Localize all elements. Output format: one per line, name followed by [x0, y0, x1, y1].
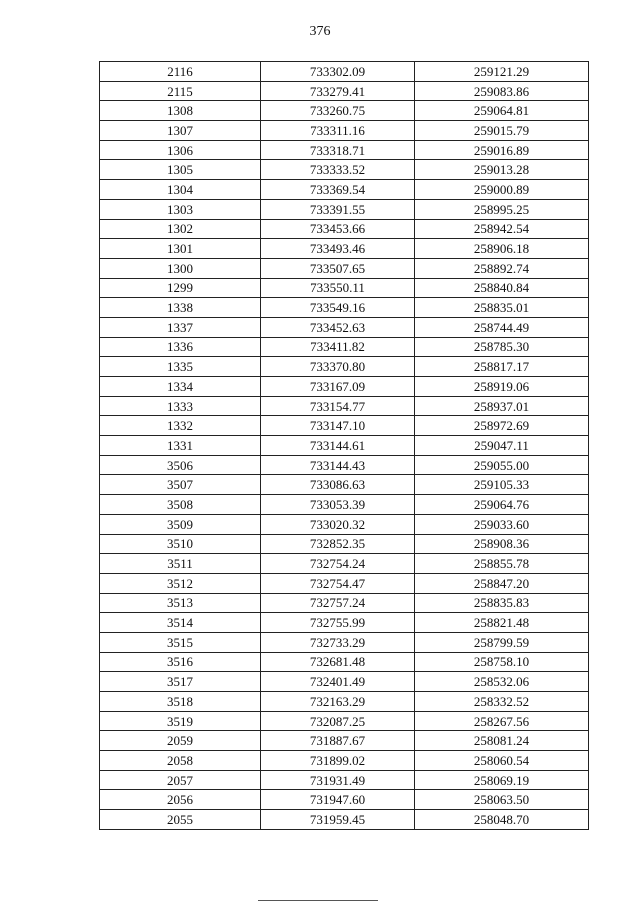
- x-coordinate-cell: 732401.49: [261, 672, 415, 692]
- y-coordinate-cell: 258048.70: [415, 810, 589, 830]
- x-coordinate-cell: 733452.63: [261, 317, 415, 337]
- x-coordinate-cell: 732852.35: [261, 534, 415, 554]
- table-row: [100, 770, 589, 790]
- x-coordinate-cell: 731899.02: [261, 751, 415, 771]
- x-coordinate-cell: 733318.71: [261, 140, 415, 160]
- x-coordinate-cell: 733453.66: [261, 219, 415, 239]
- y-coordinate-cell: 258855.78: [415, 554, 589, 574]
- x-coordinate-cell: 731887.67: [261, 731, 415, 751]
- y-coordinate-cell: 258835.01: [415, 298, 589, 318]
- point-id-cell: 1303: [100, 199, 261, 219]
- table-row: [100, 258, 589, 278]
- point-id-cell: 1302: [100, 219, 261, 239]
- y-coordinate-cell: 258060.54: [415, 751, 589, 771]
- y-coordinate-cell: 258821.48: [415, 613, 589, 633]
- x-coordinate-cell: 732755.99: [261, 613, 415, 633]
- y-coordinate-cell: 258267.56: [415, 711, 589, 731]
- table-row: [100, 62, 589, 82]
- table-row: [100, 140, 589, 160]
- y-coordinate-cell: 259013.28: [415, 160, 589, 180]
- y-coordinate-cell: 259064.76: [415, 495, 589, 515]
- x-coordinate-cell: 731931.49: [261, 770, 415, 790]
- table-row: [100, 573, 589, 593]
- x-coordinate-cell: 733333.52: [261, 160, 415, 180]
- table-row: [100, 278, 589, 298]
- y-coordinate-cell: 259033.60: [415, 514, 589, 534]
- point-id-cell: 3519: [100, 711, 261, 731]
- table-row: [100, 199, 589, 219]
- y-coordinate-cell: 258532.06: [415, 672, 589, 692]
- y-coordinate-cell: 258785.30: [415, 337, 589, 357]
- table-row: [100, 672, 589, 692]
- x-coordinate-cell: 733020.32: [261, 514, 415, 534]
- table-row: [100, 239, 589, 259]
- y-coordinate-cell: 258081.24: [415, 731, 589, 751]
- table-row: [100, 317, 589, 337]
- table-row: [100, 455, 589, 475]
- x-coordinate-cell: 732757.24: [261, 593, 415, 613]
- table-row: [100, 180, 589, 200]
- table-row: [100, 121, 589, 141]
- table-row: [100, 436, 589, 456]
- point-id-cell: 3511: [100, 554, 261, 574]
- table-row: [100, 160, 589, 180]
- x-coordinate-cell: 732754.47: [261, 573, 415, 593]
- point-id-cell: 1300: [100, 258, 261, 278]
- y-coordinate-cell: 258972.69: [415, 416, 589, 436]
- point-id-cell: 2058: [100, 751, 261, 771]
- y-coordinate-cell: 258840.84: [415, 278, 589, 298]
- x-coordinate-cell: 733144.61: [261, 436, 415, 456]
- y-coordinate-cell: 259047.11: [415, 436, 589, 456]
- x-coordinate-cell: 732754.24: [261, 554, 415, 574]
- y-coordinate-cell: 258908.36: [415, 534, 589, 554]
- table-row: [100, 810, 589, 830]
- table-row: [100, 81, 589, 101]
- y-coordinate-cell: 259083.86: [415, 81, 589, 101]
- table-row: [100, 357, 589, 377]
- x-coordinate-cell: 733493.46: [261, 239, 415, 259]
- y-coordinate-cell: 259055.00: [415, 455, 589, 475]
- point-id-cell: 1299: [100, 278, 261, 298]
- point-id-cell: 2055: [100, 810, 261, 830]
- y-coordinate-cell: 258758.10: [415, 652, 589, 672]
- table-row: [100, 652, 589, 672]
- x-coordinate-cell: 733550.11: [261, 278, 415, 298]
- table-row: [100, 396, 589, 416]
- point-id-cell: 3514: [100, 613, 261, 633]
- point-id-cell: 3510: [100, 534, 261, 554]
- point-id-cell: 1332: [100, 416, 261, 436]
- table-row: [100, 377, 589, 397]
- point-id-cell: 1301: [100, 239, 261, 259]
- y-coordinate-cell: 259064.81: [415, 101, 589, 121]
- x-coordinate-cell: 733144.43: [261, 455, 415, 475]
- y-coordinate-cell: 259000.89: [415, 180, 589, 200]
- table-row: [100, 790, 589, 810]
- coordinate-table: [99, 61, 589, 830]
- y-coordinate-cell: 258332.52: [415, 692, 589, 712]
- point-id-cell: 1308: [100, 101, 261, 121]
- coordinate-table-body: [100, 62, 589, 830]
- point-id-cell: 1331: [100, 436, 261, 456]
- y-coordinate-cell: 258995.25: [415, 199, 589, 219]
- y-coordinate-cell: 258937.01: [415, 396, 589, 416]
- y-coordinate-cell: 258942.54: [415, 219, 589, 239]
- point-id-cell: 2116: [100, 62, 261, 82]
- x-coordinate-cell: 733167.09: [261, 377, 415, 397]
- x-coordinate-cell: 732087.25: [261, 711, 415, 731]
- y-coordinate-cell: 258744.49: [415, 317, 589, 337]
- point-id-cell: 1305: [100, 160, 261, 180]
- table-row: [100, 613, 589, 633]
- table-row: [100, 298, 589, 318]
- point-id-cell: 2059: [100, 731, 261, 751]
- y-coordinate-cell: 258906.18: [415, 239, 589, 259]
- point-id-cell: 1337: [100, 317, 261, 337]
- point-id-cell: 2056: [100, 790, 261, 810]
- table-row: [100, 632, 589, 652]
- point-id-cell: 3512: [100, 573, 261, 593]
- table-row: [100, 101, 589, 121]
- table-row: [100, 711, 589, 731]
- y-coordinate-cell: 258835.83: [415, 593, 589, 613]
- y-coordinate-cell: 258063.50: [415, 790, 589, 810]
- x-coordinate-cell: 733370.80: [261, 357, 415, 377]
- x-coordinate-cell: 731959.45: [261, 810, 415, 830]
- point-id-cell: 3516: [100, 652, 261, 672]
- x-coordinate-cell: 733369.54: [261, 180, 415, 200]
- point-id-cell: 1304: [100, 180, 261, 200]
- y-coordinate-cell: 259105.33: [415, 475, 589, 495]
- point-id-cell: 1338: [100, 298, 261, 318]
- y-coordinate-cell: 259016.89: [415, 140, 589, 160]
- x-coordinate-cell: 733279.41: [261, 81, 415, 101]
- table-row: [100, 692, 589, 712]
- table-row: [100, 337, 589, 357]
- x-coordinate-cell: 733311.16: [261, 121, 415, 141]
- point-id-cell: 3513: [100, 593, 261, 613]
- x-coordinate-cell: 731947.60: [261, 790, 415, 810]
- y-coordinate-cell: 258799.59: [415, 632, 589, 652]
- y-coordinate-cell: 258919.06: [415, 377, 589, 397]
- x-coordinate-cell: 732681.48: [261, 652, 415, 672]
- y-coordinate-cell: 258069.19: [415, 770, 589, 790]
- table-row: [100, 416, 589, 436]
- table-row: [100, 495, 589, 515]
- y-coordinate-cell: 258892.74: [415, 258, 589, 278]
- point-id-cell: 3518: [100, 692, 261, 712]
- table-row: [100, 514, 589, 534]
- y-coordinate-cell: 259121.29: [415, 62, 589, 82]
- point-id-cell: 1334: [100, 377, 261, 397]
- point-id-cell: 3508: [100, 495, 261, 515]
- x-coordinate-cell: 733147.10: [261, 416, 415, 436]
- table-row: [100, 534, 589, 554]
- x-coordinate-cell: 732733.29: [261, 632, 415, 652]
- point-id-cell: 2115: [100, 81, 261, 101]
- x-coordinate-cell: 733086.63: [261, 475, 415, 495]
- point-id-cell: 1333: [100, 396, 261, 416]
- page-number: 376: [309, 24, 331, 39]
- x-coordinate-cell: 732163.29: [261, 692, 415, 712]
- table-row: [100, 751, 589, 771]
- table-row: [100, 554, 589, 574]
- point-id-cell: 3517: [100, 672, 261, 692]
- footer-divider: [258, 900, 378, 901]
- x-coordinate-cell: 733507.65: [261, 258, 415, 278]
- table-row: [100, 219, 589, 239]
- point-id-cell: 1335: [100, 357, 261, 377]
- point-id-cell: 2057: [100, 770, 261, 790]
- table-row: [100, 593, 589, 613]
- y-coordinate-cell: 258847.20: [415, 573, 589, 593]
- table-row: [100, 475, 589, 495]
- table-row: [100, 731, 589, 751]
- point-id-cell: 3515: [100, 632, 261, 652]
- x-coordinate-cell: 733053.39: [261, 495, 415, 515]
- x-coordinate-cell: 733302.09: [261, 62, 415, 82]
- x-coordinate-cell: 733549.16: [261, 298, 415, 318]
- x-coordinate-cell: 733411.82: [261, 337, 415, 357]
- point-id-cell: 3507: [100, 475, 261, 495]
- y-coordinate-cell: 259015.79: [415, 121, 589, 141]
- y-coordinate-cell: 258817.17: [415, 357, 589, 377]
- point-id-cell: 1307: [100, 121, 261, 141]
- point-id-cell: 3509: [100, 514, 261, 534]
- point-id-cell: 1336: [100, 337, 261, 357]
- x-coordinate-cell: 733154.77: [261, 396, 415, 416]
- x-coordinate-cell: 733260.75: [261, 101, 415, 121]
- x-coordinate-cell: 733391.55: [261, 199, 415, 219]
- point-id-cell: 3506: [100, 455, 261, 475]
- point-id-cell: 1306: [100, 140, 261, 160]
